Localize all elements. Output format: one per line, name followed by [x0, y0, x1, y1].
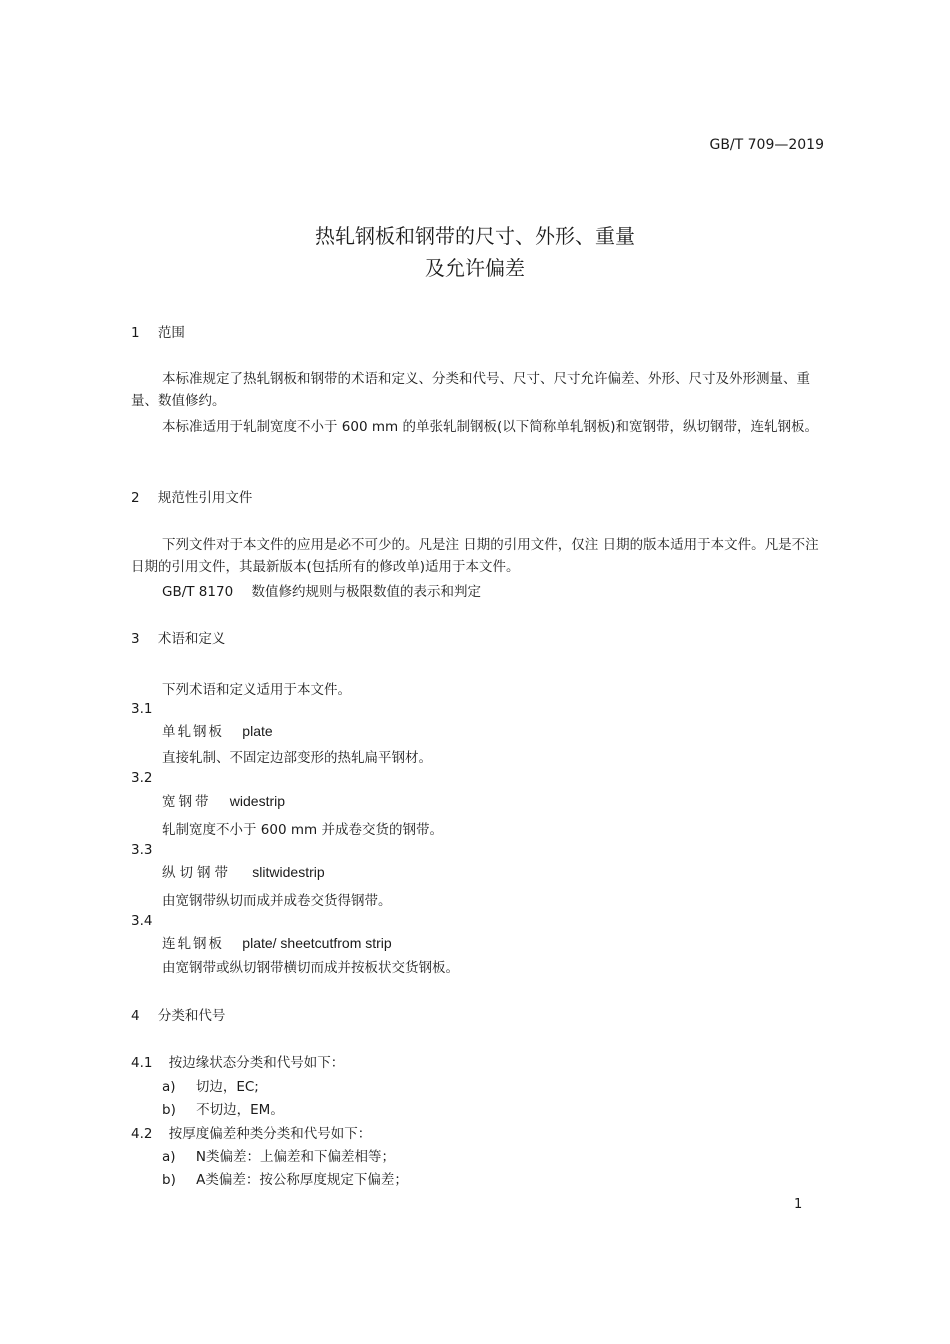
section-number: 4	[131, 1008, 140, 1024]
section-title: 分类和代号	[157, 1008, 226, 1024]
section-2-para-1: 下列文件对于本文件的应用是必不可少的。凡是注 日期的引用文件，仅注 日期的版本适用于本文件。凡是不注日期的引用文件，其最新版本(包括所有的修改单)适用于本文件。	[131, 537, 819, 575]
term-name	[162, 861, 325, 881]
term-definition: 由宽钢带纵切而成并成卷交货得钢带。	[162, 893, 392, 909]
section-2-heading	[131, 486, 252, 506]
term-number: 3.4	[131, 913, 153, 929]
list-item	[162, 1168, 408, 1188]
term-zh: 宽钢带	[162, 794, 212, 810]
section-1-heading	[131, 321, 185, 341]
section-title: 术语和定义	[157, 631, 226, 647]
list-item	[162, 1098, 284, 1118]
term-en: widestrip	[229, 793, 286, 809]
term-en: plate/ sheetcutfrom strip	[242, 935, 392, 951]
list-text: A类偏差：按公称厚度规定下偏差；	[196, 1172, 408, 1188]
list-text: N类偏差：上偏差和下偏差相等；	[195, 1149, 395, 1165]
term-definition: 直接轧制、不固定边部变形的热轧扁平钢材。	[162, 750, 432, 766]
clause-text: 按厚度偏差种类分类和代号如下：	[168, 1126, 372, 1142]
reference-code: GB/T 8170	[162, 584, 234, 600]
list-item	[162, 1075, 259, 1095]
section-1-para-2: 本标准适用于轧制宽度不小于 600 mm 的单张轧制钢板(以下简称单轧钢板)和宽钢带，纵切钢带，连轧钢板。	[162, 419, 818, 435]
normative-reference	[162, 580, 481, 600]
term-number: 3.3	[131, 842, 153, 858]
term-name	[162, 720, 273, 740]
clause-number: 4.2	[131, 1126, 153, 1142]
section-3-heading	[131, 627, 225, 647]
term-name	[162, 932, 392, 952]
section-number: 1	[131, 325, 140, 341]
section-number: 2	[131, 490, 140, 506]
list-text: 切边，EC;	[195, 1079, 259, 1095]
term-en: plate	[242, 723, 273, 739]
clause-text: 按边缘状态分类和代号如下：	[168, 1055, 345, 1071]
reference-title: 数值修约规则与极限数值的表示和判定	[251, 584, 481, 600]
clause-4-2	[131, 1122, 371, 1142]
list-text: 不切边，EM。	[196, 1102, 284, 1118]
section-title: 规范性引用文件	[157, 490, 253, 506]
term-number: 3.1	[131, 701, 153, 717]
list-marker: b)	[162, 1102, 176, 1118]
term-definition: 由宽钢带或纵切钢带横切而成并按板状交货钢板。	[162, 960, 459, 976]
document-title-line2: 及允许偏差	[425, 256, 525, 280]
document-title-line1: 热轧钢板和钢带的尺寸、外形、重量	[315, 224, 635, 248]
page-number: 1	[794, 1197, 803, 1212]
clause-4-1	[131, 1051, 344, 1071]
list-marker: b)	[162, 1172, 176, 1188]
term-zh: 单轧钢板	[162, 724, 224, 740]
list-marker: a)	[162, 1149, 176, 1165]
term-definition: 轧制宽度不小于 600 mm 并成卷交货的钢带。	[162, 822, 443, 838]
list-marker: a)	[162, 1079, 176, 1095]
term-name	[162, 790, 285, 810]
clause-number: 4.1	[131, 1055, 153, 1071]
term-zh: 纵切钢带	[162, 865, 232, 881]
section-1-para-1: 本标准规定了热轧钢板和钢带的术语和定义、分类和代号、尺寸、尺寸允许偏差、外形、尺寸及外形测量、重量、数值修约。	[131, 371, 810, 409]
section-3-intro: 下列术语和定义适用于本文件。	[162, 682, 351, 698]
section-title: 范围	[157, 325, 185, 341]
section-number: 3	[131, 631, 140, 647]
term-number: 3.2	[131, 770, 153, 786]
term-en: slitwidestrip	[252, 864, 325, 880]
list-item	[162, 1145, 395, 1165]
standard-code: GB/T 709—2019	[709, 137, 824, 153]
term-zh: 连轧钢板	[162, 936, 224, 952]
section-4-heading	[131, 1004, 225, 1024]
